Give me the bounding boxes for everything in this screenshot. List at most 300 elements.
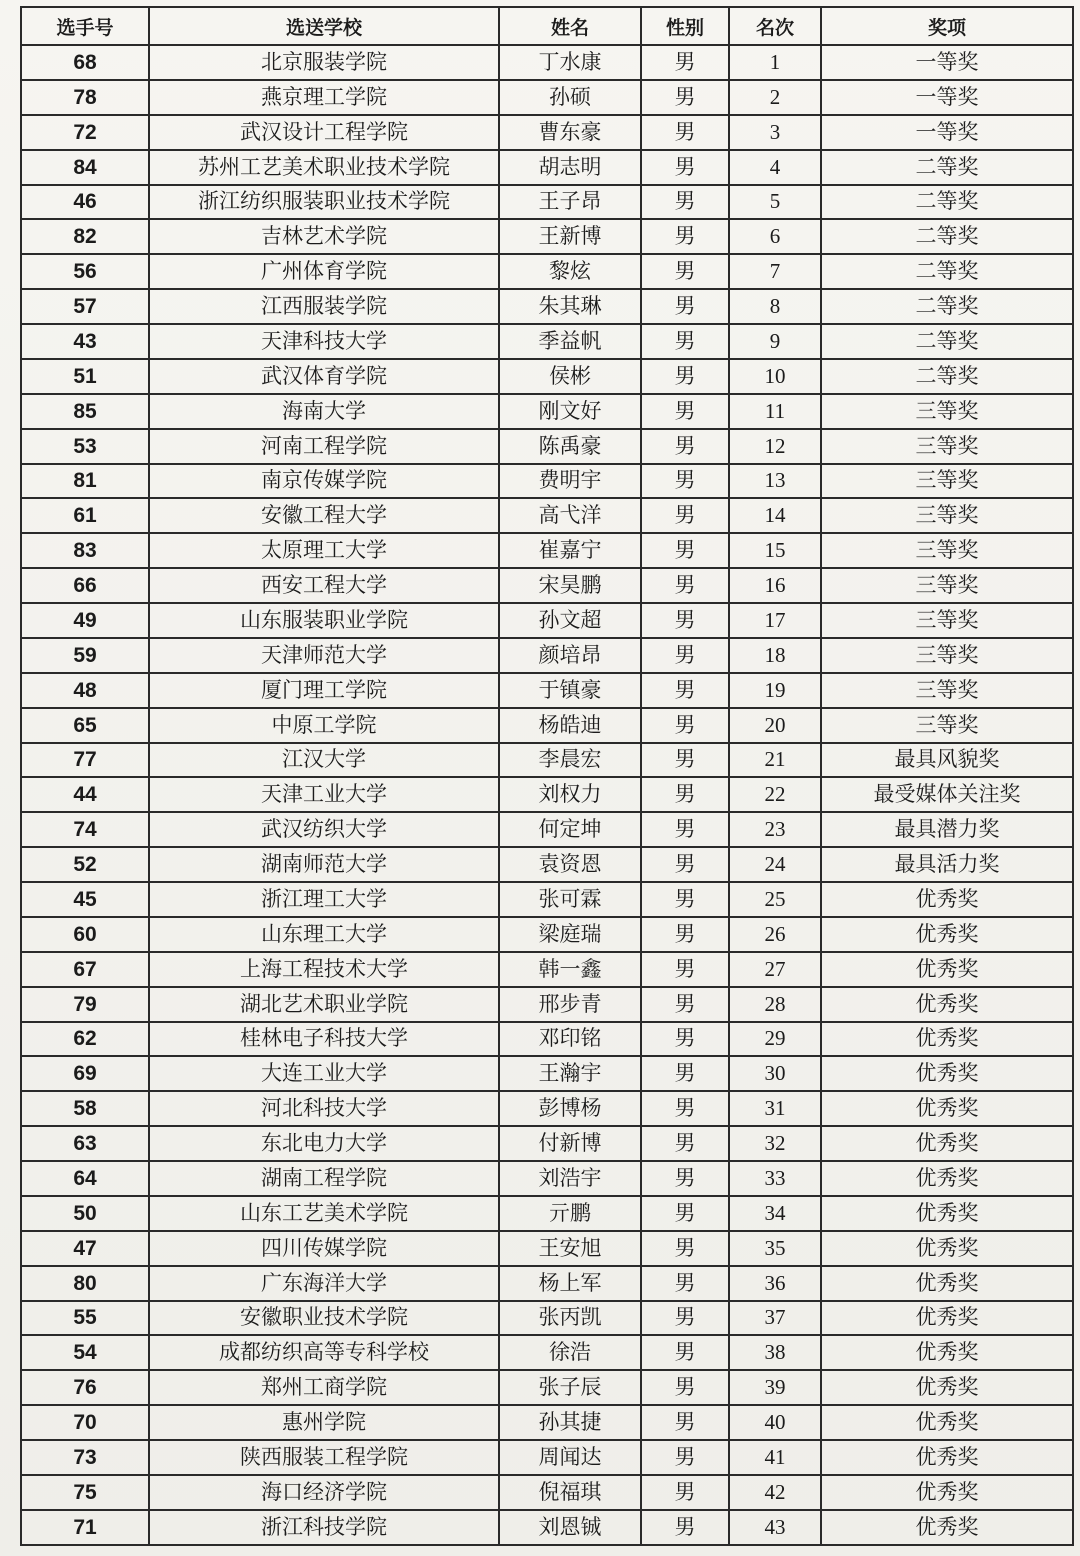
cell-name: 付新博 [499, 1126, 641, 1161]
cell-contestant-number: 61 [21, 498, 149, 533]
table-row [21, 1196, 1073, 1231]
cell-award: 二等奖 [821, 324, 1073, 359]
cell-gender: 男 [641, 917, 729, 952]
cell-contestant-number: 51 [21, 359, 149, 394]
cell-contestant-number: 72 [21, 115, 149, 150]
cell-award: 三等奖 [821, 603, 1073, 638]
cell-school: 河北科技大学 [149, 1091, 499, 1126]
cell-name: 张可霖 [499, 882, 641, 917]
cell-gender: 男 [641, 777, 729, 812]
table-row [21, 777, 1073, 812]
cell-gender: 男 [641, 254, 729, 289]
cell-award: 优秀奖 [821, 1266, 1073, 1301]
cell-gender: 男 [641, 743, 729, 778]
cell-gender: 男 [641, 708, 729, 743]
cell-gender: 男 [641, 1091, 729, 1126]
cell-name: 何定坤 [499, 812, 641, 847]
cell-rank: 3 [729, 115, 821, 150]
cell-award: 优秀奖 [821, 1091, 1073, 1126]
cell-contestant-number: 85 [21, 394, 149, 429]
cell-gender: 男 [641, 1266, 729, 1301]
cell-name: 王新博 [499, 219, 641, 254]
cell-name: 彭博杨 [499, 1091, 641, 1126]
cell-school: 上海工程技术大学 [149, 952, 499, 987]
table-row [21, 952, 1073, 987]
cell-school: 武汉设计工程学院 [149, 115, 499, 150]
cell-school: 浙江纺织服装职业技术学院 [149, 185, 499, 220]
cell-name: 韩一鑫 [499, 952, 641, 987]
cell-contestant-number: 62 [21, 1022, 149, 1057]
cell-rank: 5 [729, 185, 821, 220]
cell-rank: 19 [729, 673, 821, 708]
cell-name: 刚文好 [499, 394, 641, 429]
cell-rank: 25 [729, 882, 821, 917]
cell-school: 安徽职业技术学院 [149, 1301, 499, 1336]
cell-name: 刘权力 [499, 777, 641, 812]
cell-gender: 男 [641, 289, 729, 324]
cell-rank: 29 [729, 1022, 821, 1057]
cell-gender: 男 [641, 1301, 729, 1336]
cell-gender: 男 [641, 150, 729, 185]
cell-school: 广东海洋大学 [149, 1266, 499, 1301]
results-table [20, 6, 1074, 1546]
cell-gender: 男 [641, 45, 729, 80]
cell-name: 季益帆 [499, 324, 641, 359]
table-row [21, 533, 1073, 568]
cell-name: 孙硕 [499, 80, 641, 115]
cell-gender: 男 [641, 847, 729, 882]
table-row [21, 498, 1073, 533]
cell-rank: 41 [729, 1440, 821, 1475]
table-row [21, 45, 1073, 80]
cell-school: 湖南工程学院 [149, 1161, 499, 1196]
cell-contestant-number: 71 [21, 1510, 149, 1545]
cell-contestant-number: 58 [21, 1091, 149, 1126]
cell-name: 王子昂 [499, 185, 641, 220]
cell-rank: 27 [729, 952, 821, 987]
cell-school: 中原工学院 [149, 708, 499, 743]
cell-school: 山东理工大学 [149, 917, 499, 952]
cell-school: 桂林电子科技大学 [149, 1022, 499, 1057]
cell-gender: 男 [641, 429, 729, 464]
cell-school: 湖北艺术职业学院 [149, 987, 499, 1022]
cell-gender: 男 [641, 638, 729, 673]
cell-gender: 男 [641, 1056, 729, 1091]
cell-name: 张子辰 [499, 1370, 641, 1405]
cell-school: 武汉纺织大学 [149, 812, 499, 847]
cell-gender: 男 [641, 1405, 729, 1440]
cell-contestant-number: 63 [21, 1126, 149, 1161]
cell-award: 最具风貌奖 [821, 743, 1073, 778]
cell-school: 成都纺织高等专科学校 [149, 1335, 499, 1370]
cell-award: 优秀奖 [821, 1056, 1073, 1091]
cell-rank: 8 [729, 289, 821, 324]
cell-rank: 32 [729, 1126, 821, 1161]
cell-gender: 男 [641, 1161, 729, 1196]
header-school: 选送学校 [149, 7, 499, 45]
cell-school: 浙江理工大学 [149, 882, 499, 917]
cell-name: 胡志明 [499, 150, 641, 185]
cell-gender: 男 [641, 394, 729, 429]
cell-contestant-number: 84 [21, 150, 149, 185]
cell-gender: 男 [641, 987, 729, 1022]
table-row [21, 1510, 1073, 1545]
cell-rank: 23 [729, 812, 821, 847]
cell-name: 王瀚宇 [499, 1056, 641, 1091]
cell-rank: 34 [729, 1196, 821, 1231]
cell-rank: 31 [729, 1091, 821, 1126]
cell-award: 优秀奖 [821, 1335, 1073, 1370]
cell-award: 三等奖 [821, 429, 1073, 464]
cell-name: 王安旭 [499, 1231, 641, 1266]
cell-school: 天津科技大学 [149, 324, 499, 359]
cell-name: 亓鹏 [499, 1196, 641, 1231]
table-row [21, 1231, 1073, 1266]
cell-rank: 35 [729, 1231, 821, 1266]
cell-award: 优秀奖 [821, 1231, 1073, 1266]
header-rank: 名次 [729, 7, 821, 45]
cell-contestant-number: 46 [21, 185, 149, 220]
cell-gender: 男 [641, 1370, 729, 1405]
cell-rank: 16 [729, 568, 821, 603]
cell-award: 三等奖 [821, 708, 1073, 743]
table-row [21, 1405, 1073, 1440]
cell-gender: 男 [641, 115, 729, 150]
cell-rank: 21 [729, 743, 821, 778]
cell-rank: 30 [729, 1056, 821, 1091]
cell-school: 大连工业大学 [149, 1056, 499, 1091]
cell-award: 三等奖 [821, 673, 1073, 708]
cell-award: 一等奖 [821, 80, 1073, 115]
cell-rank: 11 [729, 394, 821, 429]
cell-gender: 男 [641, 673, 729, 708]
cell-contestant-number: 57 [21, 289, 149, 324]
cell-gender: 男 [641, 882, 729, 917]
cell-contestant-number: 67 [21, 952, 149, 987]
cell-gender: 男 [641, 1126, 729, 1161]
table-row [21, 1126, 1073, 1161]
cell-name: 梁庭瑞 [499, 917, 641, 952]
cell-contestant-number: 44 [21, 777, 149, 812]
cell-award: 优秀奖 [821, 1475, 1073, 1510]
cell-rank: 2 [729, 80, 821, 115]
table-row [21, 115, 1073, 150]
cell-rank: 43 [729, 1510, 821, 1545]
cell-contestant-number: 48 [21, 673, 149, 708]
cell-gender: 男 [641, 80, 729, 115]
cell-contestant-number: 49 [21, 603, 149, 638]
table-row [21, 1056, 1073, 1091]
table-row [21, 289, 1073, 324]
table-row [21, 80, 1073, 115]
table-row [21, 150, 1073, 185]
cell-award: 优秀奖 [821, 1440, 1073, 1475]
cell-name: 刘浩宇 [499, 1161, 641, 1196]
cell-name: 丁水康 [499, 45, 641, 80]
cell-school: 海口经济学院 [149, 1475, 499, 1510]
cell-school: 苏州工艺美术职业技术学院 [149, 150, 499, 185]
cell-rank: 4 [729, 150, 821, 185]
cell-rank: 37 [729, 1301, 821, 1336]
cell-name: 张丙凯 [499, 1301, 641, 1336]
cell-school: 江汉大学 [149, 743, 499, 778]
cell-rank: 13 [729, 464, 821, 499]
table-row [21, 568, 1073, 603]
cell-award: 二等奖 [821, 185, 1073, 220]
cell-rank: 26 [729, 917, 821, 952]
cell-award: 优秀奖 [821, 882, 1073, 917]
cell-name: 周闻达 [499, 1440, 641, 1475]
table-row [21, 1161, 1073, 1196]
cell-school: 太原理工大学 [149, 533, 499, 568]
table-row [21, 917, 1073, 952]
cell-award: 二等奖 [821, 254, 1073, 289]
cell-contestant-number: 50 [21, 1196, 149, 1231]
cell-contestant-number: 59 [21, 638, 149, 673]
cell-rank: 18 [729, 638, 821, 673]
table-row [21, 1370, 1073, 1405]
cell-contestant-number: 76 [21, 1370, 149, 1405]
cell-award: 优秀奖 [821, 1405, 1073, 1440]
cell-rank: 42 [729, 1475, 821, 1510]
cell-name: 杨上军 [499, 1266, 641, 1301]
table-row [21, 847, 1073, 882]
cell-contestant-number: 47 [21, 1231, 149, 1266]
cell-school: 天津师范大学 [149, 638, 499, 673]
header-gender: 性别 [641, 7, 729, 45]
cell-rank: 7 [729, 254, 821, 289]
cell-rank: 24 [729, 847, 821, 882]
cell-contestant-number: 83 [21, 533, 149, 568]
cell-gender: 男 [641, 1196, 729, 1231]
table-row [21, 394, 1073, 429]
cell-contestant-number: 82 [21, 219, 149, 254]
cell-rank: 22 [729, 777, 821, 812]
cell-gender: 男 [641, 219, 729, 254]
cell-contestant-number: 45 [21, 882, 149, 917]
cell-contestant-number: 53 [21, 429, 149, 464]
cell-rank: 38 [729, 1335, 821, 1370]
cell-gender: 男 [641, 1440, 729, 1475]
cell-name: 邓印铭 [499, 1022, 641, 1057]
cell-school: 西安工程大学 [149, 568, 499, 603]
cell-award: 三等奖 [821, 464, 1073, 499]
cell-gender: 男 [641, 812, 729, 847]
cell-gender: 男 [641, 464, 729, 499]
table-row [21, 429, 1073, 464]
cell-award: 优秀奖 [821, 1370, 1073, 1405]
cell-school: 厦门理工学院 [149, 673, 499, 708]
cell-award: 最受媒体关注奖 [821, 777, 1073, 812]
cell-award: 优秀奖 [821, 1196, 1073, 1231]
cell-award: 最具活力奖 [821, 847, 1073, 882]
table-row [21, 603, 1073, 638]
cell-name: 高弋洋 [499, 498, 641, 533]
cell-school: 吉林艺术学院 [149, 219, 499, 254]
cell-contestant-number: 70 [21, 1405, 149, 1440]
cell-name: 侯彬 [499, 359, 641, 394]
cell-rank: 9 [729, 324, 821, 359]
cell-award: 二等奖 [821, 289, 1073, 324]
cell-contestant-number: 60 [21, 917, 149, 952]
cell-gender: 男 [641, 185, 729, 220]
cell-rank: 17 [729, 603, 821, 638]
cell-name: 徐浩 [499, 1335, 641, 1370]
cell-contestant-number: 56 [21, 254, 149, 289]
cell-award: 优秀奖 [821, 917, 1073, 952]
cell-contestant-number: 69 [21, 1056, 149, 1091]
cell-award: 优秀奖 [821, 952, 1073, 987]
cell-gender: 男 [641, 603, 729, 638]
cell-school: 安徽工程大学 [149, 498, 499, 533]
table-row [21, 1266, 1073, 1301]
table-body [21, 45, 1073, 1545]
cell-contestant-number: 52 [21, 847, 149, 882]
cell-school: 海南大学 [149, 394, 499, 429]
cell-name: 陈禹豪 [499, 429, 641, 464]
table-row [21, 638, 1073, 673]
cell-name: 李晨宏 [499, 743, 641, 778]
header-row [21, 7, 1073, 45]
cell-school: 燕京理工学院 [149, 80, 499, 115]
cell-rank: 12 [729, 429, 821, 464]
cell-rank: 20 [729, 708, 821, 743]
cell-gender: 男 [641, 359, 729, 394]
table-row [21, 359, 1073, 394]
cell-rank: 28 [729, 987, 821, 1022]
cell-award: 二等奖 [821, 359, 1073, 394]
cell-name: 袁资恩 [499, 847, 641, 882]
cell-award: 三等奖 [821, 394, 1073, 429]
cell-award: 优秀奖 [821, 1022, 1073, 1057]
cell-school: 浙江科技学院 [149, 1510, 499, 1545]
cell-name: 孙文超 [499, 603, 641, 638]
cell-school: 广州体育学院 [149, 254, 499, 289]
cell-contestant-number: 68 [21, 45, 149, 80]
cell-award: 三等奖 [821, 638, 1073, 673]
cell-name: 崔嘉宁 [499, 533, 641, 568]
cell-gender: 男 [641, 568, 729, 603]
table-row [21, 743, 1073, 778]
cell-award: 一等奖 [821, 115, 1073, 150]
cell-award: 三等奖 [821, 568, 1073, 603]
cell-school: 江西服装学院 [149, 289, 499, 324]
table-row [21, 673, 1073, 708]
cell-award: 一等奖 [821, 45, 1073, 80]
cell-rank: 15 [729, 533, 821, 568]
cell-school: 天津工业大学 [149, 777, 499, 812]
cell-rank: 39 [729, 1370, 821, 1405]
table-row [21, 1335, 1073, 1370]
cell-gender: 男 [641, 533, 729, 568]
cell-gender: 男 [641, 1022, 729, 1057]
cell-contestant-number: 65 [21, 708, 149, 743]
cell-award: 优秀奖 [821, 1510, 1073, 1545]
cell-rank: 6 [729, 219, 821, 254]
cell-award: 优秀奖 [821, 1301, 1073, 1336]
cell-gender: 男 [641, 324, 729, 359]
cell-gender: 男 [641, 1475, 729, 1510]
cell-school: 武汉体育学院 [149, 359, 499, 394]
cell-gender: 男 [641, 1335, 729, 1370]
cell-contestant-number: 43 [21, 324, 149, 359]
cell-school: 郑州工商学院 [149, 1370, 499, 1405]
header-contestant-number: 选手号 [21, 7, 149, 45]
table-row [21, 219, 1073, 254]
table-row [21, 708, 1073, 743]
cell-contestant-number: 73 [21, 1440, 149, 1475]
cell-contestant-number: 79 [21, 987, 149, 1022]
cell-contestant-number: 55 [21, 1301, 149, 1336]
cell-rank: 33 [729, 1161, 821, 1196]
cell-award: 三等奖 [821, 498, 1073, 533]
table-row [21, 1301, 1073, 1336]
cell-rank: 10 [729, 359, 821, 394]
header-name: 姓名 [499, 7, 641, 45]
cell-name: 邢步青 [499, 987, 641, 1022]
cell-name: 刘恩铖 [499, 1510, 641, 1545]
cell-contestant-number: 54 [21, 1335, 149, 1370]
table-row [21, 185, 1073, 220]
cell-award: 优秀奖 [821, 987, 1073, 1022]
cell-school: 四川传媒学院 [149, 1231, 499, 1266]
cell-award: 最具潜力奖 [821, 812, 1073, 847]
cell-award: 二等奖 [821, 150, 1073, 185]
cell-name: 曹东豪 [499, 115, 641, 150]
cell-gender: 男 [641, 952, 729, 987]
cell-school: 南京传媒学院 [149, 464, 499, 499]
cell-gender: 男 [641, 498, 729, 533]
table-row [21, 254, 1073, 289]
table-row [21, 987, 1073, 1022]
cell-school: 山东工艺美术学院 [149, 1196, 499, 1231]
cell-contestant-number: 66 [21, 568, 149, 603]
cell-school: 惠州学院 [149, 1405, 499, 1440]
cell-contestant-number: 77 [21, 743, 149, 778]
cell-name: 杨皓迪 [499, 708, 641, 743]
cell-school: 山东服装职业学院 [149, 603, 499, 638]
cell-award: 三等奖 [821, 533, 1073, 568]
cell-school: 湖南师范大学 [149, 847, 499, 882]
cell-contestant-number: 74 [21, 812, 149, 847]
cell-rank: 40 [729, 1405, 821, 1440]
cell-name: 朱其琳 [499, 289, 641, 324]
cell-award: 二等奖 [821, 219, 1073, 254]
cell-gender: 男 [641, 1510, 729, 1545]
cell-rank: 1 [729, 45, 821, 80]
cell-name: 宋昊鹏 [499, 568, 641, 603]
cell-contestant-number: 80 [21, 1266, 149, 1301]
cell-school: 东北电力大学 [149, 1126, 499, 1161]
cell-contestant-number: 64 [21, 1161, 149, 1196]
table-row [21, 324, 1073, 359]
cell-contestant-number: 75 [21, 1475, 149, 1510]
cell-name: 费明宇 [499, 464, 641, 499]
cell-rank: 36 [729, 1266, 821, 1301]
cell-name: 颜培昂 [499, 638, 641, 673]
header-award: 奖项 [821, 7, 1073, 45]
cell-school: 河南工程学院 [149, 429, 499, 464]
table-header [21, 7, 1073, 45]
table-row [21, 1022, 1073, 1057]
cell-gender: 男 [641, 1231, 729, 1266]
table-row [21, 1440, 1073, 1475]
cell-name: 孙其捷 [499, 1405, 641, 1440]
cell-name: 黎炫 [499, 254, 641, 289]
table-row [21, 1091, 1073, 1126]
cell-contestant-number: 78 [21, 80, 149, 115]
cell-award: 优秀奖 [821, 1126, 1073, 1161]
